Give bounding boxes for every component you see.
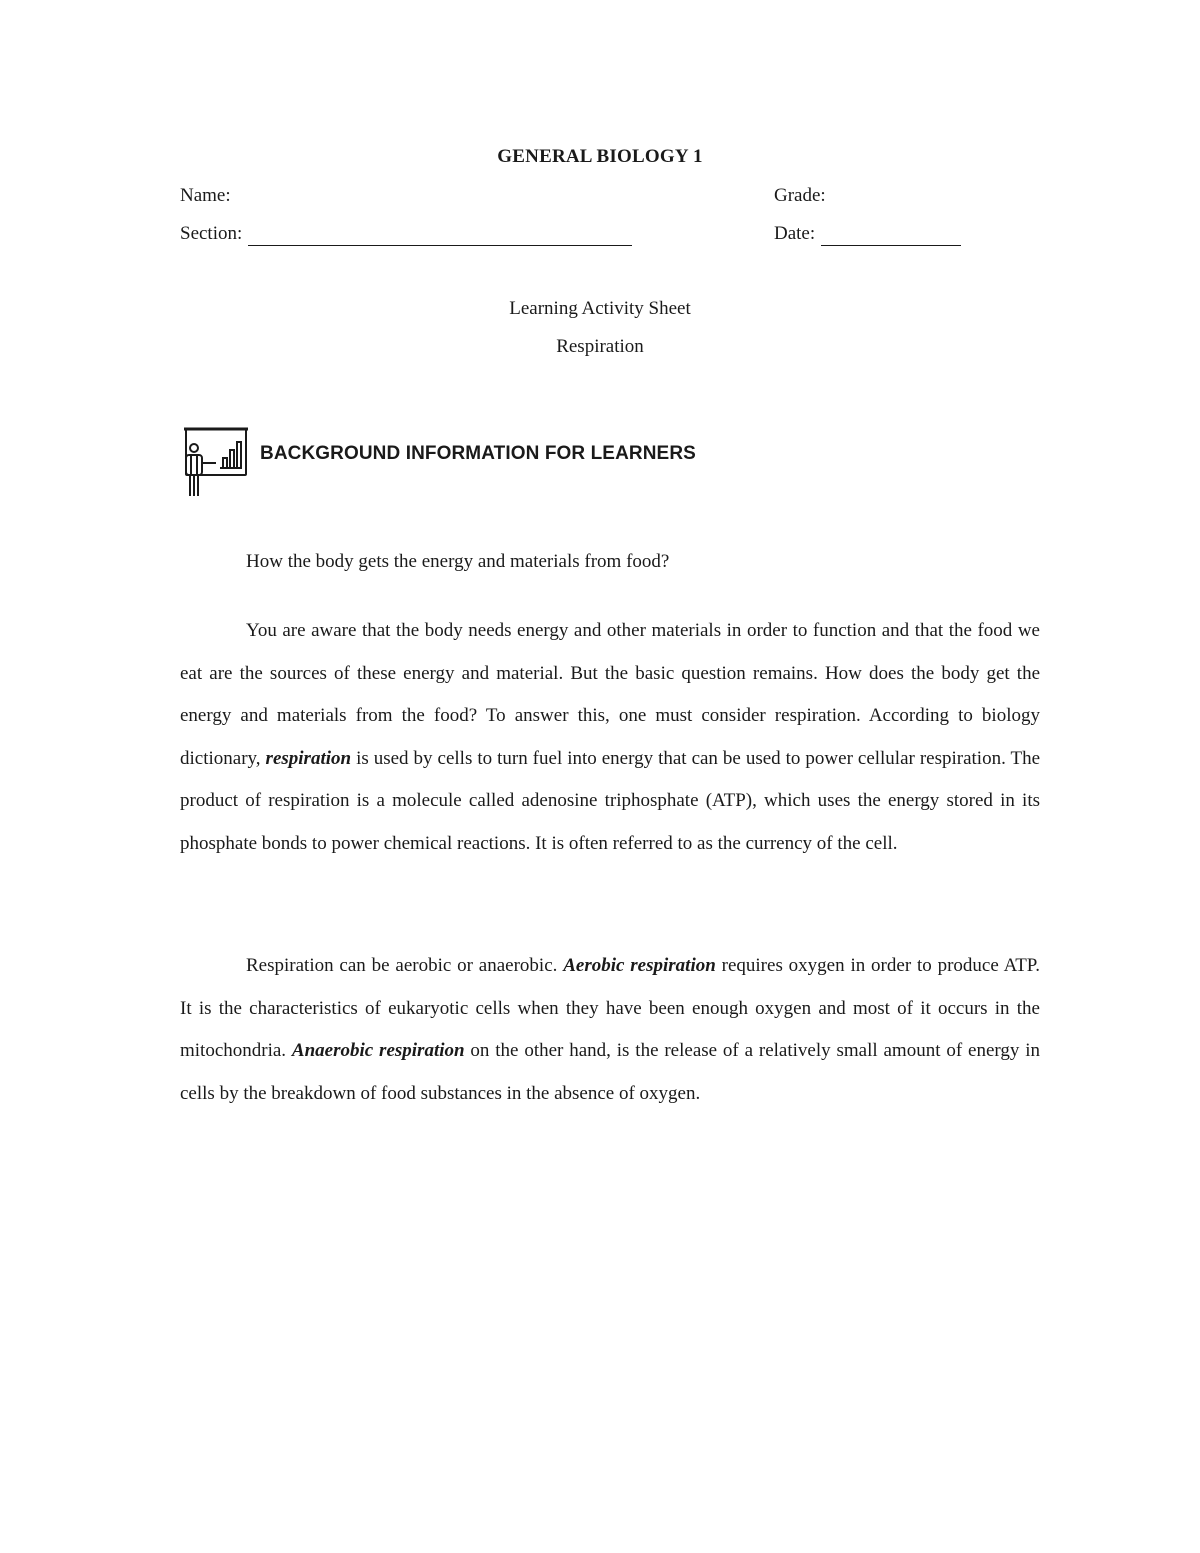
section-field [180, 222, 632, 246]
paragraph2-text-c: on the other hand, is the release of a relatively small amount of energy in cells by the breakdown of food substances in the absence of oxygen. [180, 1040, 1040, 1104]
document-title: GENERAL BIOLOGY 1 [497, 146, 703, 167]
term-respiration: respiration [265, 747, 352, 769]
paragraph2-text-b: requires oxygen in order to produce ATP. It is the characteristics of eukaryotic cells when they have been enough oxygen and most of it occurs in the mitochondria. [180, 955, 1041, 1062]
section-blank-line[interactable] [248, 225, 632, 246]
paragraph-respiration-types [180, 945, 1040, 1115]
term-aerobic-respiration: Aerobic respiration [563, 955, 716, 976]
sheet-title: Learning Activity Sheet [509, 298, 691, 319]
term-anaerobic-respiration: Anaerobic respiration [291, 1040, 465, 1062]
paragraph-respiration-intro [180, 610, 1040, 866]
sheet-subtitle: Respiration [556, 336, 644, 357]
date-label: Date: [774, 223, 816, 244]
paragraph1-text-b: is used by cells to turn fuel into energy that can be used to power cellular respiration. The product of respiration is a molecule called adenosine triphosphate (ATP), which uses the energy stored in its phosphate bonds to power chemical reactions. It is often referred to as the currency of the cell. [180, 747, 1041, 854]
name-field [180, 184, 231, 208]
paragraph2-text-a: Respiration can be aerobic or anaerobic. [246, 955, 564, 976]
grade-label: Grade: [774, 185, 826, 206]
section-header [180, 424, 696, 500]
name-label: Name: [180, 185, 231, 206]
presentation-icon [180, 424, 250, 500]
paragraph1-text-a: You are aware that the body needs energy and other materials in order to function and that the food we eat are the sources of these energy and material. But the basic question remains. How does the body get the energy and materials from the food? To answer this, one must consider respiration. According to biology dictionary, [180, 620, 1040, 769]
grade-field [774, 184, 826, 208]
guiding-question: How the body gets the energy and materials from food? [246, 551, 670, 572]
section-heading: BACKGROUND INFORMATION FOR LEARNERS [260, 443, 696, 464]
date-field [774, 222, 961, 246]
section-label: Section: [180, 223, 243, 244]
date-blank-line[interactable] [821, 225, 961, 246]
